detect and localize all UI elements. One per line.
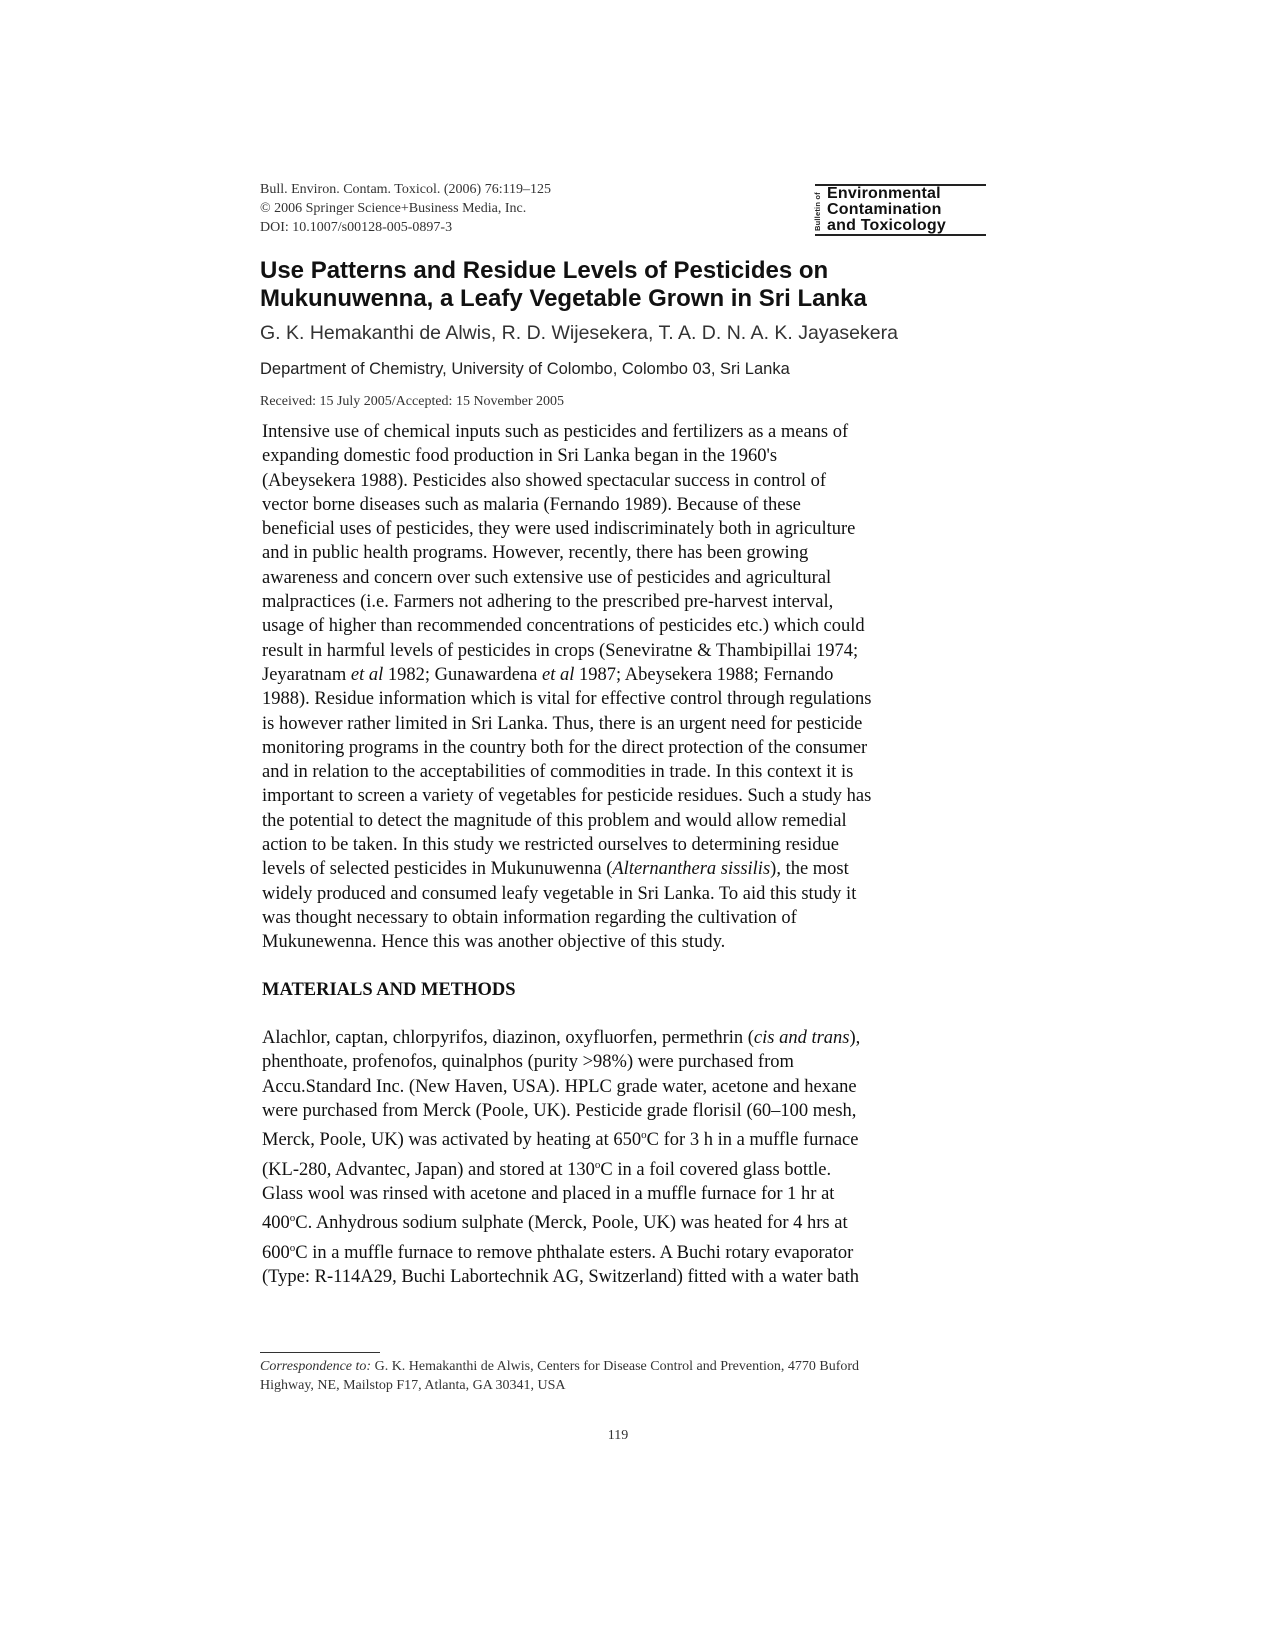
text-line: is however rather limited in Sri Lanka. Thus, there is an urgent need for pesticide xyxy=(262,713,863,734)
citation-doi: DOI: 10.1007/s00128-005-0897-3 xyxy=(260,220,453,235)
citation-copyright: © 2006 Springer Science+Business Media, Inc. xyxy=(260,201,527,216)
methods-paragraph xyxy=(262,1026,860,1290)
footnote-text-line2: Highway, NE, Mailstop F17, Atlanta, GA 30341, USA xyxy=(260,1378,566,1393)
text-line: widely produced and consumed leafy vegetable in Sri Lanka. To aid this study it xyxy=(262,883,857,904)
footnote-text-line1: G. K. Hemakanthi de Alwis, Centers for Disease Control and Prevention, 4770 Buford xyxy=(371,1359,860,1374)
text-line: (Abeysekera 1988). Pesticides also showed spectacular success in control of xyxy=(262,470,827,491)
text-line: (Type: R-114A29, Buchi Labortechnik AG, Switzerland) fitted with a water bath xyxy=(262,1267,860,1288)
text-line: result in harmful levels of pesticides in crops (Seneviratne & Thambipillai 1974; xyxy=(262,640,859,661)
page-number: 119 xyxy=(607,1428,629,1443)
text-line: vector borne diseases such as malaria (Fernando 1989). Because of these xyxy=(262,494,801,515)
footnote-label: Correspondence to: xyxy=(260,1359,372,1374)
correspondence-footnote xyxy=(260,1357,1000,1395)
text-line: 600$^o$C in a muffle furnace to remove phthalate esters. A Buchi rotary evaporator xyxy=(262,1241,854,1263)
paper-title: Use Patterns and Residue Levels of Pesticides on Mukunuwenna, a Leafy Vegetable Grown in Sri Lanka xyxy=(260,257,867,312)
text-line: Intensive use of chemical inputs such as pesticides and fertilizers as a means of xyxy=(262,422,849,442)
text-line: Merck, Poole, UK) was activated by heating at 650$^o$C for 3 h in a muffle furnace xyxy=(262,1129,859,1151)
citation-block xyxy=(260,180,551,237)
introduction-paragraph xyxy=(262,420,872,955)
text-line: phenthoate, profenofos, quinalphos (purity >98%) were purchased from xyxy=(262,1052,794,1073)
author-list: G. K. Hemakanthi de Alwis, R. D. Wijesekera, T. A. D. N. A. K. Jayasekera xyxy=(260,322,898,344)
received-dates: Received: 15 July 2005/Accepted: 15 November 2005 xyxy=(260,394,565,409)
affiliation: Department of Chemistry, University of Colombo, Colombo 03, Sri Lanka xyxy=(260,360,790,378)
text-line: awareness and concern over such extensive use of pesticides and agricultural xyxy=(262,567,832,588)
text-line: were purchased from Merck (Poole, UK). Pesticide grade florisil (60–100 mesh, xyxy=(262,1100,857,1121)
text-line: and in public health programs. However, recently, there has been growing xyxy=(262,543,809,564)
text-line: and in relation to the acceptabilities of commodities in trade. In this context it is xyxy=(262,762,854,783)
text-line: Glass wool was rinsed with acetone and placed in a muffle furnace for 1 hr at xyxy=(262,1184,835,1205)
journal-logo-prefix: Bulletin of xyxy=(813,192,822,232)
text-line: Alachlor, captan, chlorpyrifos, diazinon, oxyfluorfen, permethrin (cis and trans), xyxy=(262,1028,861,1048)
text-line: was thought necessary to obtain information regarding the cultivation of xyxy=(262,907,797,928)
journal-logo xyxy=(815,184,986,236)
text-line: malpractices (i.e. Farmers not adhering to the prescribed pre-harvest interval, xyxy=(262,592,834,613)
text-line: usage of higher than recommended concentrations of pesticides etc.) which could xyxy=(262,616,865,637)
text-line: levels of selected pesticides in Mukunuwenna (Alternanthera sissilis), the most xyxy=(262,859,849,880)
journal-logo-line1: Environmental xyxy=(827,185,941,202)
text-line: Jeyaratnam et al 1982; Gunawardena et al 1987; Abeysekera 1988; Fernando xyxy=(262,664,834,685)
journal-logo-line2: Contamination xyxy=(827,201,942,218)
journal-logo-line3: and Toxicology xyxy=(827,217,946,234)
citation-journal: Bull. Environ. Contam. Toxicol. (2006) 76:119–125 xyxy=(260,182,552,197)
text-line: 400$^o$C. Anhydrous sodium sulphate (Merck, Poole, UK) was heated for 4 hrs at xyxy=(262,1212,848,1234)
text-line: beneficial uses of pesticides, they were used indiscriminately both in agriculture xyxy=(262,519,856,540)
text-line: Accu.Standard Inc. (New Haven, USA). HPLC grade water, acetone and hexane xyxy=(262,1076,857,1097)
footnote-divider xyxy=(260,1352,380,1353)
text-line: monitoring programs in the country both for the direct protection of the consumer xyxy=(262,737,868,758)
text-line: (KL-280, Advantec, Japan) and stored at 130$^o$C in a foil covered glass bottle. xyxy=(262,1158,832,1180)
section-heading-materials-methods: MATERIALS AND METHODS xyxy=(262,980,516,1000)
text-line: important to screen a variety of vegetables for pesticide residues. Such a study has xyxy=(262,786,872,807)
text-line: Mukunewenna. Hence this was another objective of this study. xyxy=(262,932,726,953)
text-line: the potential to detect the magnitude of this problem and would allow remedial xyxy=(262,810,847,831)
text-line: 1988). Residue information which is vital for effective control through regulations xyxy=(262,689,872,710)
text-line: action to be taken. In this study we restricted ourselves to determining residue xyxy=(262,835,839,856)
text-line: expanding domestic food production in Sri Lanka began in the 1960's xyxy=(262,446,778,467)
